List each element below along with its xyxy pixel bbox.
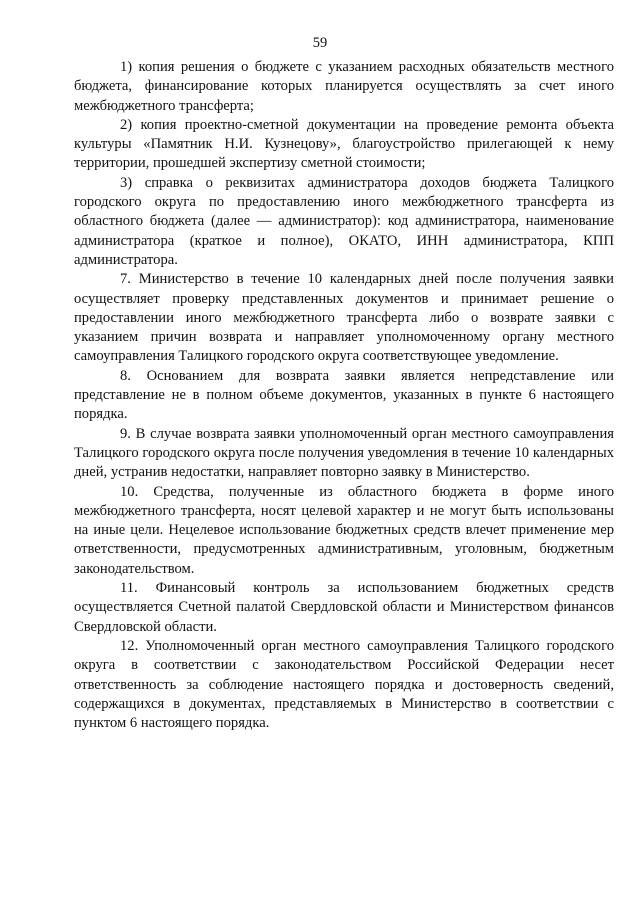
paragraph-item-2: 2) копия проектно-сметной документации на проведение ремонта объекта культуры «Памятник Н.И. Кузнецову», благоустройство прилегающей к нему территории, прошедшей экспертизу сметной стоимости; xyxy=(74,116,614,172)
paragraph-clause-7: 7. Министерство в течение 10 календарных дней после получения заявки осуществляет проверку представленных документов и принимает решение о предоставлении иного межбюджетного трансферта либо о возврате заявки с указанием причин возврата и направляет уполномоченному органу местного самоуправления Талицкого городского округа соответствующее уведомление. xyxy=(74,271,614,365)
paragraph-item-1: 1) копия решения о бюджете с указанием расходных обязательств местного бюджета, финансирование которых планируется осуществлять за счет иного межбюджетного трансферта; xyxy=(74,59,614,114)
paragraph-clause-8: 8. Основанием для возврата заявки является непредставление или представление не в полном объеме документов, указанных в пункте 6 настоящего порядка. xyxy=(74,367,614,423)
paragraph-clause-12: 12. Уполномоченный орган местного самоуправления Талицкого городского округа в соответствии с законодательством Российской Федерации несет ответственность за соблюдение настоящего порядка и достоверность сведений, содержащихся в документах, представляемых в Министерство в соответствии с пунктом 6 настоящего порядка. xyxy=(74,637,614,732)
paragraph-clause-9: 9. В случае возврата заявки уполномоченный орган местного самоуправления Талицкого городского округа после получения уведомления в течение 10 календарных дней, устранив недостатки, направляет повторно заявку в Министерство. xyxy=(74,425,614,481)
paragraph-clause-11: 11. Финансовый контроль за использованием бюджетных средств осуществляется Счетной палатой Свердловской области и Министерством финансов Свердловской области. xyxy=(74,580,614,635)
paragraph-item-3: 3) справка о реквизитах администратора доходов бюджета Талицкого городского округа по предоставлению иного межбюджетного трансферта из областного бюджета (далее — администратор): код администратора, наименование администратора (краткое и полное), ОКАТО, ИНН администратора, КПП администратора. xyxy=(74,174,614,268)
paragraph-clause-10: 10. Средства, полученные из областного бюджета в форме иного межбюджетного трансферта, носят целевой характер и не могут быть использованы на иные цели. Нецелевое использование бюджетных средств влечет применение мер ответственности, предусмотренных административным, уголовным, бюджетным законодательством. xyxy=(74,483,614,577)
page-number: 59 xyxy=(312,35,328,51)
document-body xyxy=(74,58,614,733)
